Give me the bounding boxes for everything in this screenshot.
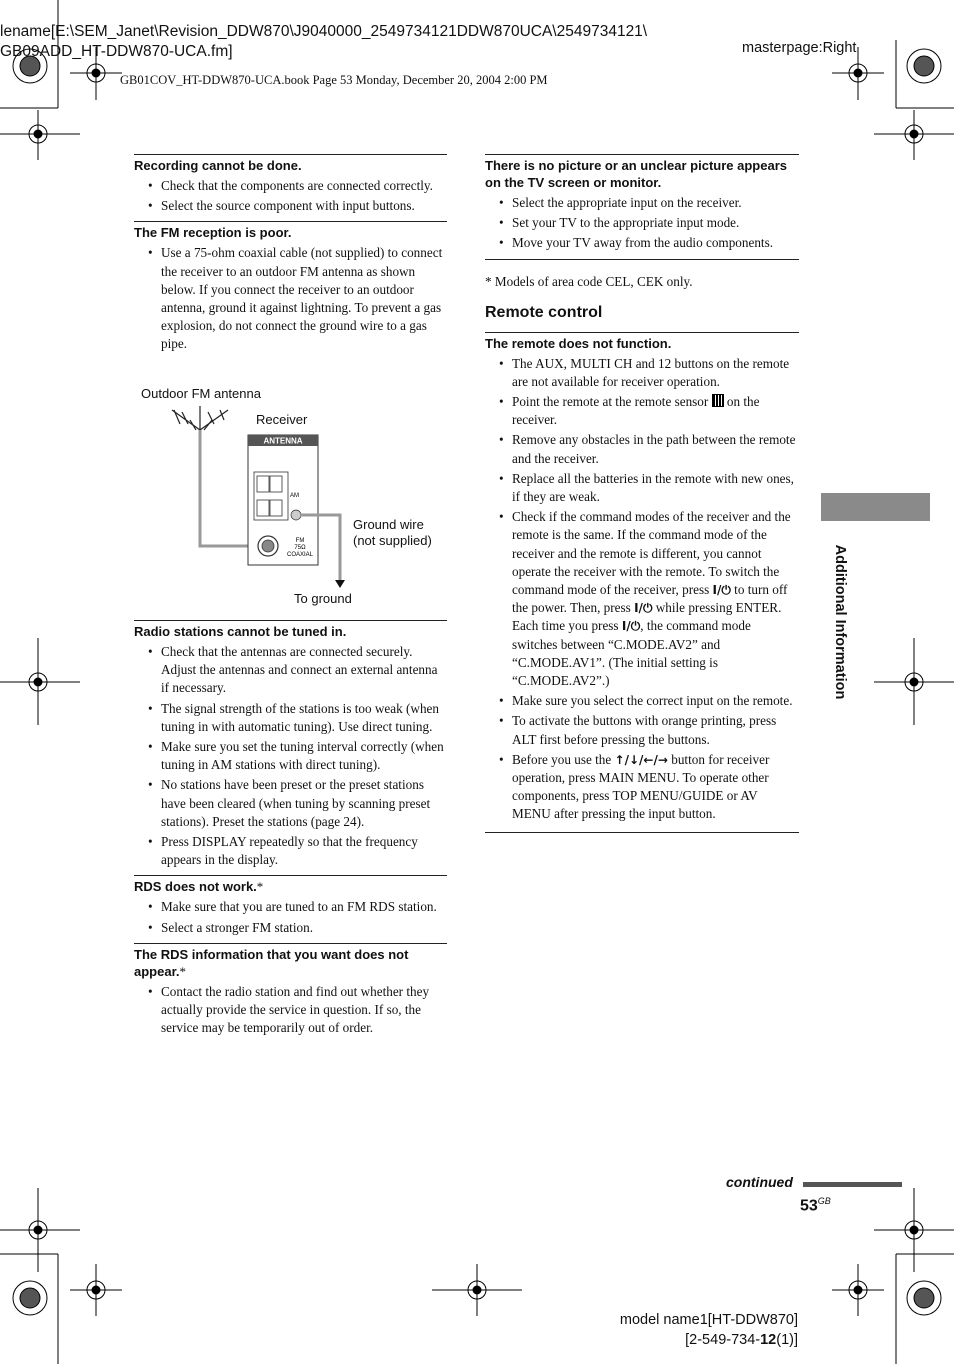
arrows-text-a: Before you use the (512, 751, 612, 767)
section-heading: Radio stations cannot be tuned in. (134, 624, 347, 639)
list-item: • Move your TV away from the audio components. (512, 234, 799, 252)
sensor-text-a: Point the remote at the remote sensor (512, 394, 709, 410)
mode-text-b: to turn off the power. Then, press (512, 582, 788, 616)
list-item: • Make sure you select the correct input on the remote. (512, 692, 799, 710)
model-code-a: [2-549-734- (685, 1332, 761, 1348)
ground-wire-label (353, 517, 432, 549)
mode-text-a: Check if the command modes of the receiver and the remote is the same. If the command mode of the receiver and the remote is different, you cannot operate the receiver with the remote. To switch the command mode of the receiver, press (512, 509, 791, 598)
list-item: • Press DISPLAY repeatedly so that the frequency appears in the display. (161, 833, 447, 869)
continued-label: continued (726, 1174, 793, 1190)
section-rds-info (134, 943, 447, 1038)
section-remote (485, 332, 799, 833)
receiver-label: Receiver (256, 412, 308, 427)
arrows-text-c: operation, press MAIN MENU. To operate other components, press TOP MENU/GUIDE or AV MENU after pressing the input button. (512, 770, 769, 822)
list-item (512, 508, 799, 690)
list-item: • The signal strength of the stations is too weak (when tuning in with automatic tuning). Use direct tuning. (161, 700, 447, 736)
page-number (800, 1196, 831, 1215)
masterpage-label: masterpage:Right (742, 40, 857, 56)
file-path-header (0, 22, 647, 62)
power-icon: I/⏻ (634, 601, 653, 616)
fm-label-3: COAXIAL (286, 552, 314, 558)
section-rds (134, 875, 447, 936)
section-heading (134, 946, 447, 980)
list-item: • No stations have been preset or the preset stations have been cleared (when tuning by scanning preset stations). Preset the stations (page 24). (161, 776, 447, 831)
left-column-top (134, 154, 447, 360)
asterisk: * (179, 963, 187, 979)
remote-control-heading: Remote control (485, 303, 603, 321)
antenna-connection-diagram (160, 400, 360, 600)
power-icon: I/⏻ (621, 619, 641, 634)
section-heading: There is no picture or an unclear picture appears on the TV screen or monitor. (485, 158, 787, 190)
section-heading: The remote does not function. (485, 335, 672, 351)
section-heading: The FM reception is poor. (134, 225, 292, 241)
arrows-text-b: button for receiver (671, 751, 770, 767)
ground-wire-line-1: Ground wire (353, 517, 424, 532)
section-heading-text: RDS does not work. (134, 879, 257, 895)
fm-label-2: 75Ω (294, 545, 306, 551)
power-icon: I/⏻ (712, 583, 731, 598)
list-item: • Make sure that you are tuned to an FM RDS station. (161, 898, 447, 916)
model-line-2 (560, 1330, 798, 1350)
arrow-buttons-icon: ↑/↓/←/→ (614, 752, 668, 767)
outdoor-antenna-label: Outdoor FM antenna (141, 386, 261, 401)
file-path-line-1: lename[E:\SEM_Janet\Revision_DDW870\J9040000_2549734121DDW870UCA\2549734121\ (0, 23, 648, 40)
list-item: • Make sure you set the tuning interval correctly (when tuning in AM stations with direct tuning). (161, 738, 447, 774)
left-column-bottom (134, 620, 447, 1043)
model-code-c: (1)] (776, 1332, 798, 1348)
section-fm-reception (134, 221, 447, 353)
list-item: • Contact the radio station and find out whether they actually provide the service in question. If so, the service may be temporarily out of order. (161, 983, 447, 1038)
section-heading-text: The RDS information that you want does not appear. (134, 946, 409, 979)
section-heading (134, 878, 447, 895)
mode-text-c: while pressing ENTER. Each time you press (512, 600, 782, 634)
list-item: • Use a 75-ohm coaxial cable (not supplied) to connect the receiver to an outdoor FM antenna as shown below. If you connect the receiver to an outdoor antenna, ground it against lightning. To prevent a gas explosion, do not connect the ground wire to a gas pipe. (161, 244, 447, 353)
model-line-1: model name1[HT-DDW870] (619, 1312, 798, 1328)
side-tab-marker (821, 493, 930, 521)
to-ground-label: To ground (294, 591, 352, 606)
sensor-text-b: on the receiver. (512, 394, 760, 428)
section-no-picture (485, 154, 799, 260)
model-info (560, 1310, 798, 1350)
list-item: • Select the appropriate input on the receiver. (512, 194, 799, 212)
right-column (485, 154, 799, 839)
fm-label-1: FM (295, 538, 305, 544)
list-item: • Check that the antennas are connected securely. Adjust the antennas and connect an external antenna if necessary. (161, 643, 447, 698)
am-label: AM (290, 493, 299, 499)
list-item (512, 751, 799, 824)
ground-wire-line-2: (not supplied) (353, 533, 432, 548)
remote-sensor-icon (712, 394, 724, 407)
file-path-line-2: GB09ADD_HT-DDW870-UCA.fm] (0, 43, 233, 60)
antenna-panel-label: ANTENNA (263, 436, 303, 446)
list-item: • Remove any obstacles in the path between the remote and the receiver. (512, 431, 799, 467)
section-heading: Recording cannot be done. (134, 158, 302, 173)
model-code-b: 12 (760, 1332, 777, 1348)
page-suffix: GB (817, 1196, 831, 1206)
list-item: • The AUX, MULTI CH and 12 buttons on the remote are not available for receiver operation. (512, 355, 799, 391)
section-recording (134, 154, 447, 215)
list-item: • Select the source component with input buttons. (161, 197, 447, 215)
side-tab-label: Additional Information (832, 544, 848, 700)
list-item: • Set your TV to the appropriate input mode. (512, 214, 799, 232)
list-item: • To activate the buttons with orange printing, press ALT first before pressing the buttons. (512, 712, 799, 748)
mode-text-d: , the command mode switches between “C.MODE.AV2” and “C.MODE.AV1”. (The initial setting is “C.MODE.AV2”.) (512, 618, 751, 689)
footnote: * Models of area code CEL, CEK only. (485, 273, 693, 289)
list-item: • Check that the components are connected correctly. (161, 177, 447, 195)
list-item: • Select a stronger FM station. (161, 919, 447, 937)
book-info: GB01COV_HT-DDW870-UCA.book Page 53 Monday, December 20, 2004 2:00 PM (120, 73, 548, 87)
continued-bar (803, 1182, 902, 1187)
asterisk: * (256, 879, 264, 895)
section-tuning (134, 620, 447, 869)
list-item (512, 393, 799, 429)
list-item: • Replace all the batteries in the remote with new ones, if they are weak. (512, 470, 799, 506)
antenna-icon (172, 406, 228, 430)
page-number-value: 53 (800, 1197, 818, 1215)
